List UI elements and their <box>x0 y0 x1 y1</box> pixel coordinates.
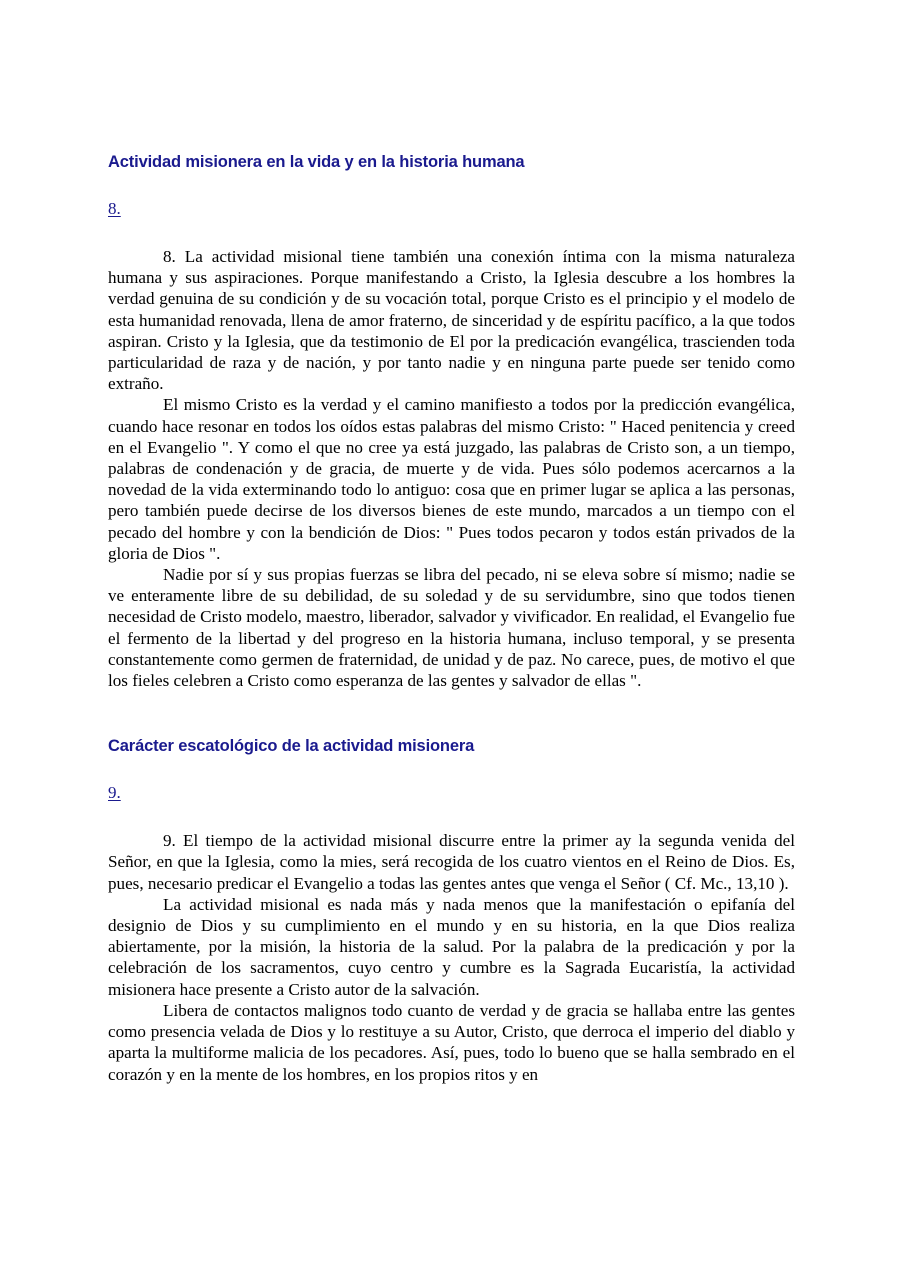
paragraph: 8. La actividad misional tiene también una conexión íntima con la misma naturaleza humana y sus aspiraciones. Porque manifestando a Cristo, la Iglesia descubre a los hombres la verdad genuina de su condición y de su vocación total, porque Cristo es el principio y el modelo de esta humanidad renovada, llena de amor fraterno, de sinceridad y de espíritu pacífico, a la que todos aspiran. Cristo y la Iglesia, que da testimonio de El por la predicación evangélica, trascienden toda particularidad de raza y de nación, y por tanto nadie y en ninguna parte puede ser tenido como extraño. <box>108 247 795 394</box>
section-number-link-wrap-9 <box>108 783 795 803</box>
section-number-link-8[interactable]: 8. <box>108 199 121 218</box>
section-heading-8: Actividad misionera en la vida y en la historia humana <box>108 153 525 171</box>
section-heading-9: Carácter escatológico de la actividad misionera <box>108 737 475 756</box>
paragraph: Nadie por sí y sus propias fuerzas se libra del pecado, ni se eleva sobre sí mismo; nadie se ve enteramente libre de su debilidad, de su soledad y de su servidumbre, sino que todos tienen necesidad de Cristo modelo, maestro, liberador, salvador y vivificador. En realidad, el Evangelio fue el fermento de la libertad y del progreso en la historia humana, incluso temporal, y se presenta constantemente como germen de fraternidad, de unidad y de paz. No carece, pues, de motivo el que los fieles celebren a Cristo como esperanza de las gentes y salvador de ellas ". <box>108 565 795 691</box>
paragraph: El mismo Cristo es la verdad y el camino manifiesto a todos por la predicción evangélica, cuando hace resonar en todos los oídos estas palabras del mismo Cristo: " Haced penitencia y creed en el Evangelio ". Y como el que no cree ya está juzgado, las palabras de Cristo son, a un tiempo, palabras de condenación y de gracia, de muerte y de vida. Pues sólo podemos acercarnos a la novedad de la vida exterminando todo lo antiguo: cosa que en primer lugar se aplica a las personas, pero también puede decirse de los diversos bienes de este mundo, marcados a un tiempo con el pecado del hombre y con la bendición de Dios: " Pues todos pecaron y todos están privados de la gloria de Dios ". <box>108 395 795 563</box>
spacer <box>108 803 795 830</box>
section-number-link-9[interactable]: 9. <box>108 783 121 803</box>
paragraph: 9. El tiempo de la actividad misional discurre entre la primer ay la segunda venida del Señor, en que la Iglesia, como la mies, será recogida de los cuatro vientos en el Reino de Dios. Es, pues, necesario predicar el Evangelio a todas las gentes antes que venga el Señor ( Cf. Mc., 13,10 ). <box>108 831 795 893</box>
spacer <box>108 756 795 783</box>
section-number-link-wrap-8 <box>108 199 795 219</box>
document-content <box>108 152 795 1085</box>
spacer <box>108 691 795 736</box>
paragraph: Libera de contactos malignos todo cuanto de verdad y de gracia se hallaba entre las gentes como presencia velada de Dios y lo restituye a su Autor, Cristo, que derroca el imperio del diablo y aparta la multiforme malicia de los pecadores. Así, pues, todo lo bueno que se halla sembrado en el corazón y en la mente de los hombres, en los propios ritos y en <box>108 1000 795 1084</box>
spacer <box>108 219 795 246</box>
spacer <box>108 172 795 199</box>
paragraph: La actividad misional es nada más y nada menos que la manifestación o epifanía del designio de Dios y su cumplimiento en el mundo y en su historia, en la que Dios realiza abiertamente, por la misión, la historia de la salud. Por la palabra de la predicación y por la celebración de los sacramentos, cuyo centro y cumbre es la Sagrada Eucaristía, la actividad misionera hace presente a Cristo autor de la salvación. <box>108 894 795 999</box>
